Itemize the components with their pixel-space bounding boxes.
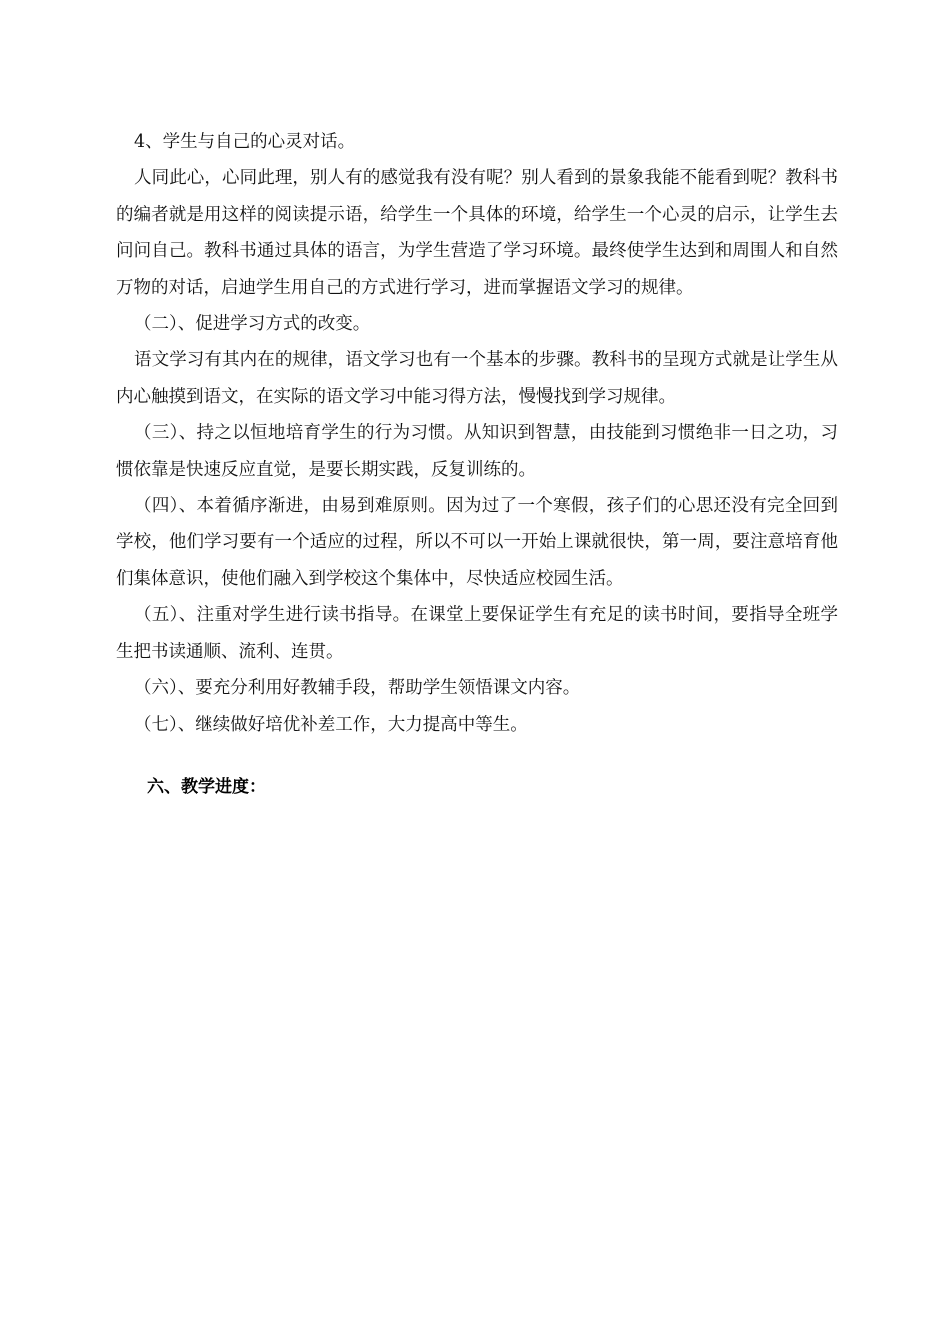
paragraph-3-habits: （三）、持之以恒地培育学生的行为习惯。从知识到智慧，由技能到习惯绝非一日之功，习惯依靠是快速反应直觉，是要长期实践，反复训练的。 xyxy=(116,423,838,480)
paragraph-self-dialogue: 人同此心，心同此理，别人有的感觉我有没有呢？别人看到的景象我能不能看到呢？教科书的编者就是用这样的阅读提示语，给学生一个具体的环境，给学生一个心灵的启示，让学生去问问自己。教科书通过具体的语言，为学生营造了学习环境。最终使学生达到和周围人和自然万物的对话，启迪学生用自己的方式进行学习，进而掌握语文学习的规律。 xyxy=(116,168,838,298)
paragraph-learning-method: 语文学习有其内在的规律，语文学习也有一个基本的步骤。教科书的呈现方式就是让学生从内心触摸到语文，在实际的语文学习中能习得方法，慢慢找到学习规律。 xyxy=(116,350,838,407)
paragraph-4-gradual: （四）、本着循序渐进，由易到难原则。因为过了一个寒假，孩子们的心思还没有完全回到学校，他们学习要有一个适应的过程，所以不可以一开始上课就很快，第一周，要注意培育他们集体意识，使他们融入到学校这个集体中，尽快适应校园生活。 xyxy=(116,496,838,589)
paragraph-7-tutoring: （七）、继续做好培优补差工作，大力提高中等生。 xyxy=(134,714,528,735)
paragraph-6-aids: （六）、要充分利用好教辅手段，帮助学生领悟课文内容。 xyxy=(134,678,581,699)
paragraph-4-heading: 4、学生与自己的心灵对话。 xyxy=(134,132,356,152)
body-text xyxy=(116,124,838,743)
paragraph-5-reading: （五）、注重对学生进行读书指导。在课堂上要保证学生有充足的读书时间，要指导全班学生把书读通顺、流利、连贯。 xyxy=(116,605,838,662)
section-heading-schedule: 六、教学进度： xyxy=(147,777,266,797)
paragraph-2-heading: （二）、促进学习方式的改变。 xyxy=(134,314,371,335)
